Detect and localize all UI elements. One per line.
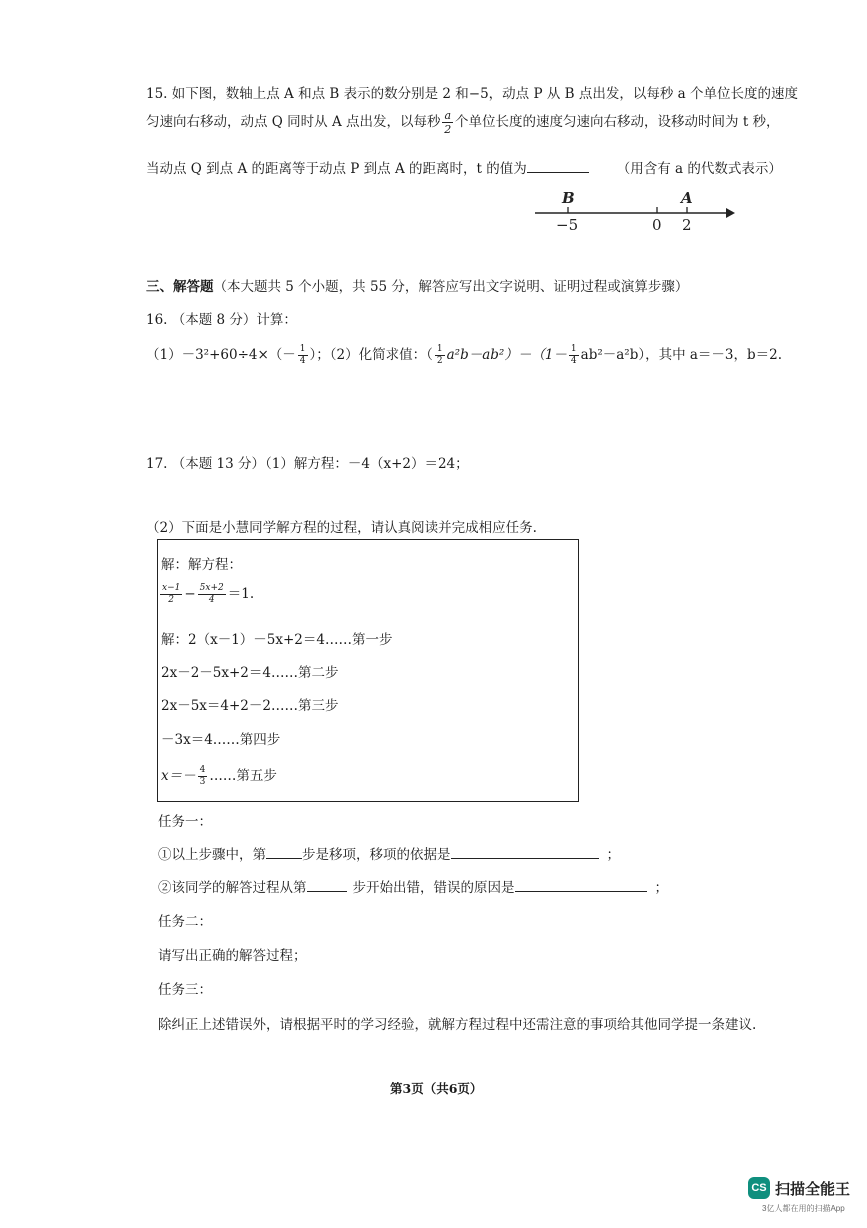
eq-frac1-den: 2: [168, 595, 175, 605]
tick-label-neg5: −5: [556, 216, 579, 234]
q16-part2-mid: a²b－ab²）－（1－: [446, 347, 567, 363]
q16-part2-frac2-den: 4: [570, 356, 577, 366]
section3-heading-row: [146, 275, 688, 295]
q17-part2-intro: （2）下面是小慧同学解方程的过程，请认真阅读并完成相应任务.: [146, 520, 537, 536]
q16-title: 16. （本题 8 分）计算：: [146, 312, 297, 328]
task1-q1-text-c: ；: [606, 847, 620, 863]
task1-q2: [158, 876, 668, 896]
box-step5: [161, 764, 277, 787]
task1-q1: [158, 843, 620, 863]
q16-part2-fraction2: [569, 345, 579, 366]
task1-q1-blank-basis[interactable]: [451, 846, 599, 859]
q15-answer-blank[interactable]: [527, 160, 589, 173]
q15-line3-pre: 当动点 Q 到点 A 的距离等于动点 P 到点 A 的距离时，t 的值为: [146, 161, 527, 177]
page-number: 第3页（共6页）: [390, 1081, 483, 1096]
task1-q2-blank-reason[interactable]: [515, 879, 647, 892]
q17-title: 17. （本题 13 分）（1）解方程：－4（x+2）＝24；: [146, 456, 469, 472]
box-step1: 解：2（x－1）－5x+2＝4……第一步: [161, 632, 393, 648]
q16-part1-pre: （1）－3²+60÷4×（－: [146, 347, 296, 363]
eq-frac2-num: 5x+2: [199, 583, 224, 593]
q15-frac-den: 2: [444, 123, 452, 136]
task2-title: 任务二：: [158, 914, 212, 930]
q15-line1: 15. 如下图，数轴上点 A 和点 B 表示的数分别是 2 和−5，动点 P 从 B 点出发，以每秒 a 个单位长度的速度: [146, 86, 798, 102]
eq-frac2-den: 4: [208, 595, 215, 605]
box-equation: [158, 582, 254, 605]
task1-q1-text-a: ①以上步骤中，第: [158, 847, 266, 863]
task1-q2-text-b: 步开始出错，错误的原因是: [352, 880, 515, 896]
q15-line2-pre: 匀速向右移动，动点 Q 同时从 A 点出发，以每秒: [146, 114, 441, 130]
q15-line2-post: 个单位长度的速度匀速向右移动，设移动时间为 t 秒，: [455, 114, 780, 130]
eq-frac1-num: x−1: [162, 583, 181, 593]
q15-frac-num: a: [444, 109, 452, 122]
task1-title: 任务一：: [158, 814, 212, 830]
q16-part2-fraction1: [435, 345, 445, 366]
q16-part1-frac-num: 1: [299, 344, 306, 354]
q16-part1-fraction: [298, 345, 308, 366]
step5-fraction: [198, 766, 208, 787]
q16-part2-post: ab²－a²b），其中 a＝－3，b＝2.: [580, 347, 783, 363]
q15-number-line: [530, 185, 745, 237]
eq-rhs: ＝1.: [227, 586, 255, 602]
eq-minus: −: [184, 586, 196, 602]
tick-label-0: 0: [652, 216, 662, 234]
task3-title: 任务三：: [158, 982, 212, 998]
q15-line2: [146, 110, 780, 135]
task1-q2-blank-step[interactable]: [307, 879, 347, 892]
q15-line3-post: （用含有 a 的代数式表示）: [616, 161, 782, 177]
q15-speed-fraction: [442, 110, 453, 135]
q16-part2-frac2-num: 1: [570, 344, 577, 354]
q16-part2-frac1-den: 2: [436, 356, 443, 366]
tick-label-2: 2: [682, 216, 692, 234]
q15-line3: [146, 157, 782, 177]
q16-part1-post: ）；（2）化简求值：（: [309, 347, 433, 363]
step5-frac-num: 4: [199, 765, 206, 775]
scanner-logo-icon: CS: [748, 1177, 770, 1199]
task2-text: 请写出正确的解答过程；: [158, 948, 307, 964]
q16-part2-frac1-num: 1: [436, 344, 443, 354]
step5-frac-den: 3: [199, 777, 206, 787]
box-line1: 解：解方程：: [161, 557, 242, 573]
q16-parts: [146, 343, 782, 366]
box-step4: －3x＝4……第四步: [161, 732, 281, 748]
q16-part1-frac-den: 4: [299, 356, 306, 366]
point-A-label: A: [681, 189, 693, 207]
scanner-tagline: 3亿人都在用的扫描App: [762, 1204, 845, 1213]
section3-note: （本大题共 5 个小题，共 55 分，解答应写出文字说明、证明过程或演算步骤）: [213, 279, 689, 295]
step5-post: ……第五步: [209, 768, 277, 784]
eq-fraction1: [160, 584, 182, 605]
step5-pre: x＝－: [161, 768, 196, 784]
box-step2: 2x－2－5x+2＝4……第二步: [161, 665, 339, 681]
section3-heading: 三、解答题: [146, 279, 214, 295]
box-step3: 2x－5x＝4+2－2……第三步: [161, 698, 339, 714]
eq-fraction2: [198, 584, 226, 605]
task1-q1-text-b: 步是移项，移项的依据是: [302, 847, 451, 863]
task1-q2-text-c: ；: [654, 880, 668, 896]
task3-text: 除纠正上述错误外，请根据平时的学习经验，就解方程过程中还需注意的事项给其他同学提一条建议.: [158, 1017, 757, 1033]
point-B-label: B: [562, 189, 575, 207]
task1-q1-blank-step[interactable]: [266, 846, 302, 859]
task1-q2-text-a: ②该同学的解答过程从第: [158, 880, 307, 896]
scanner-app-name: 扫描全能王: [775, 1181, 851, 1198]
